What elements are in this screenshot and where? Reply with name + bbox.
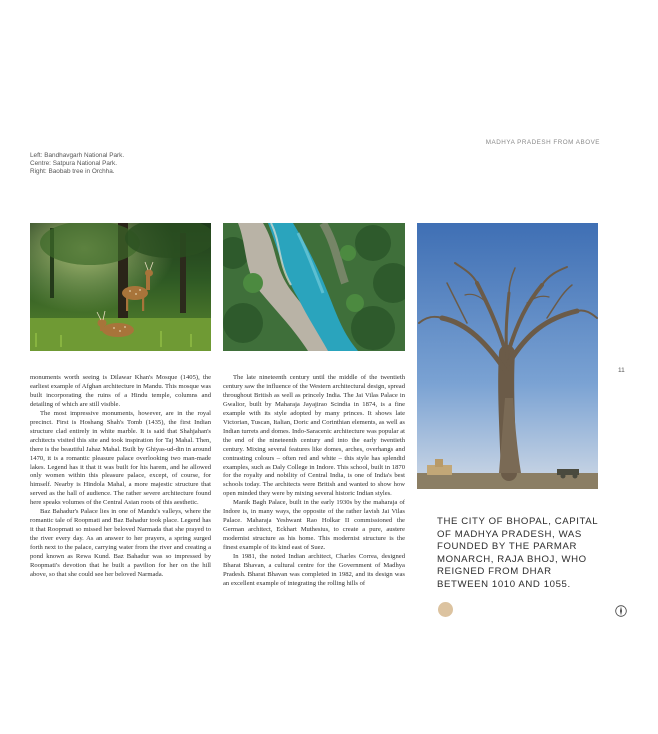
caption-right: Right: Baobab tree in Orchha. — [30, 168, 115, 175]
paragraph: The most impressive monuments, however, are in the royal precinct. First is Hoshang Shah's Tomb (1435), the first Indian structure clad entirely in white marble. It is said that Shahjahan's architects visited this site and took inspiration for Taj Mahal. Then, there is the beautiful Jahaz Mahal. Built by Ghiyas-ud-din in around 1470, it is a romantic pleasure palace overlooking two man-made lakes. Legend has it that it was built for his harem, and he allowed only women within this pleasure palace, except, of course, for himself. Nearby is Hindola Mahal, a more majestic structure that served as the hall of audience. The rather severe architecture found here speaks volumes of the Central Asian roots of this aesthetic. — [30, 409, 211, 507]
body-column-left — [30, 374, 211, 580]
paragraph: monuments worth seeing is Dilawar Khan's Mosque (1405), the earliest example of Afghan architecture in Mandu. This mosque was built incorporating the ruins of a Hindu temple, columns and detailing of which are still visible. — [30, 374, 211, 408]
page-number: 11 — [618, 367, 625, 374]
decorative-dot-icon — [438, 602, 453, 617]
paragraph: Baz Bahadur's Palace lies in one of Mandu's valleys, where the romantic tale of Roopmati and Baz Bahadur took place. Legend has it that Roopmati so missed her beloved Narmada that she prayed to the river every day. As an answer to her prayers, a spring surged forth next to the palace, carrying water from the river and creating a pond known as Rewa Kund. Baz Bahadur was so impressed by Roopmati's devotion that he built a pavilion for her on the hill above, so that she could see her beloved Narmada. — [30, 508, 211, 578]
river-aerial-photo — [223, 223, 405, 351]
baobab-tree-photo — [417, 223, 598, 489]
deer-forest-photo — [30, 223, 211, 351]
photo-caption — [30, 152, 210, 176]
caption-left: Left: Bandhavgarh National Park. — [30, 152, 125, 159]
pull-quote: THE CITY OF BHOPAL, CAPITAL OF MADHYA PRADESH, WAS FOUNDED BY THE PARMAR MONARCH, RAJA BHOJ, WHO REIGNED FROM DHAR BETWEEN 1010 AND 1055. — [437, 516, 598, 590]
caption-centre: Centre: Satpura National Park. — [30, 160, 118, 167]
paragraph: In 1981, the noted Indian architect, Charles Correa, designed Bharat Bhavan, a cultural centre for the Government of Madhya Pradesh. Bharat Bhavan was completed in 1982, and its design was an excellent example of integrating the rolling hills of — [223, 553, 405, 587]
compass-icon — [615, 604, 627, 616]
paragraph: Manik Bagh Palace, built in the early 1930s by the maharaja of Indore is, in many ways, the opposite of the rather lavish Jai Vilas Palace. Maharaja Yeshwant Rao Holkar II commissioned the German architect, Eckhart Muthesius, to create a pure, austere modernist structure as his home. This modernist structure is the finest example of its kind east of Suez. — [223, 499, 405, 552]
paragraph: The late nineteenth century until the middle of the twentieth century saw the influence of the Western architectural design, spread throughout British as well as princely India. The Jai Vilas Palace in Gwalior, built by Maharaja Jayajirao Scindia in 1874, is a fine example with its style adopted by many princes. It shows late Victorian, Tuscan, Italian, Doric and Corinthian elements, as well as Indian turrets and domes. Indo-Saracenic architecture was popular at the end of the nineteenth century and into the early twentieth century. Mixing several features like domes, arches, overhangs and contrasting colours – often red and white – this style has splendid examples, such as Daly College in Indore. This school, built in 1870 for the royalty and nobility of Central India, is one of India's best schools today. The architects were British and wanted to show how open minded they were by mixing several historic Indian styles. — [223, 374, 405, 498]
body-column-centre — [223, 374, 405, 589]
running-head: MADHYA PRADESH FROM ABOVE — [485, 139, 600, 146]
